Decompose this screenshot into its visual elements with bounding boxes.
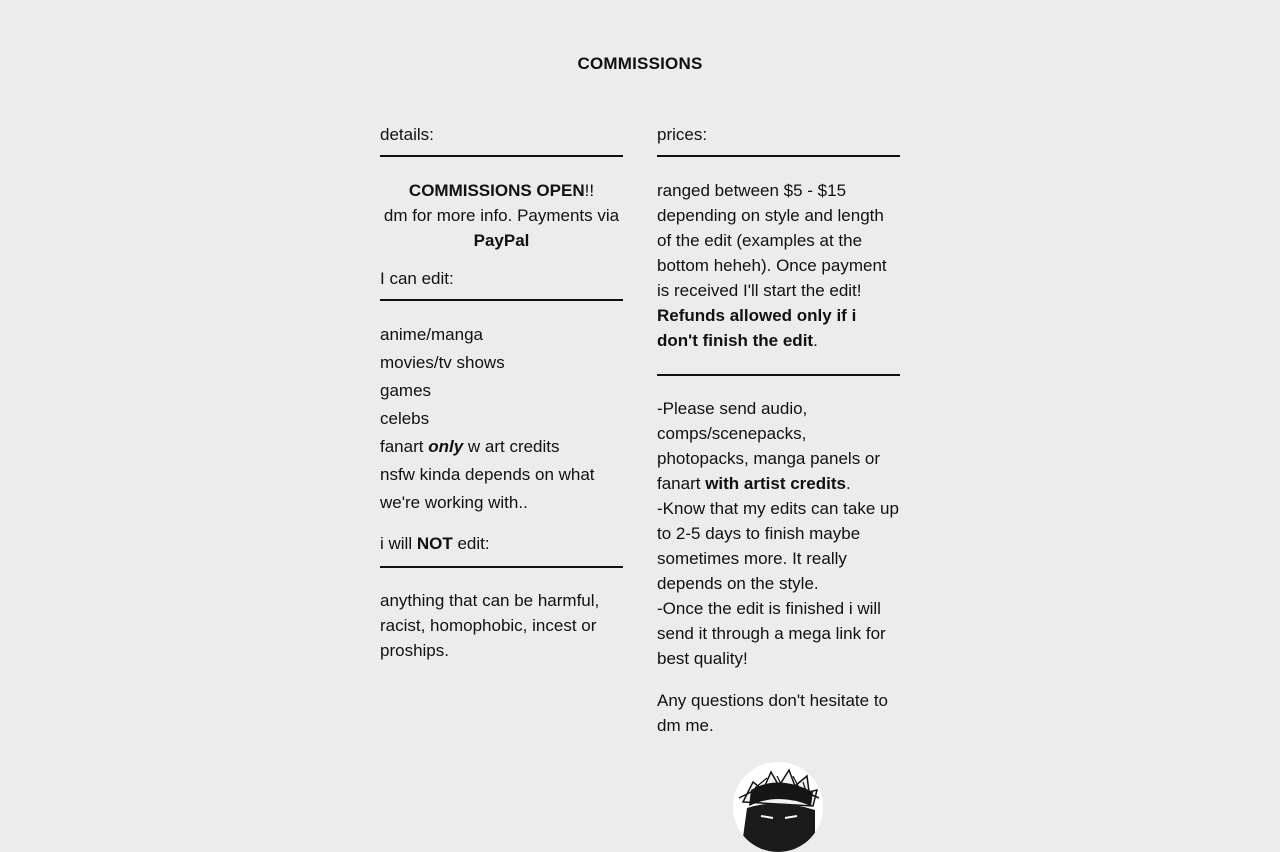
info-line: dm for more info. Payments via	[383, 206, 620, 225]
list-item: anime/manga	[380, 325, 484, 344]
list-item	[380, 433, 623, 461]
details-label: details:	[380, 125, 434, 144]
send-materials-note: -Please send audio, comps/scenepacks, photopacks, manga panels or fanart with artist credits.	[657, 399, 881, 493]
can-edit-list	[380, 321, 623, 517]
not-edit-label: i will NOT edit:	[380, 534, 490, 553]
delivery-note: -Once the edit is finished i will send it through a mega link for best quality!	[657, 599, 886, 668]
list-item: games	[380, 381, 432, 400]
list-item: celebs	[380, 409, 430, 428]
artist-credits-emphasis: with artist credits	[705, 474, 846, 493]
prices-column	[657, 122, 900, 738]
prices-label: prices:	[657, 125, 708, 144]
can-edit-label: I can edit:	[380, 269, 454, 288]
not-edit-text: anything that can be harmful, racist, homophobic, incest or proships.	[380, 591, 600, 660]
fanart-emphasis: only	[428, 437, 464, 456]
questions-note: Any questions don't hesitate to dm me.	[657, 691, 889, 735]
details-column	[380, 122, 623, 663]
not-emphasis: NOT	[416, 534, 453, 553]
page-title: COMMISSIONS	[577, 54, 703, 73]
fanart-prefix: fanart	[380, 437, 429, 456]
price-range-text: ranged between $5 - $15 depending on style and length of the edit (examples at the bottom heheh). Once payment is received I'll start the edit! Refunds allowed only if i don't finish the edit.	[657, 181, 887, 350]
commission-status	[380, 178, 623, 253]
list-item: nsfw kinda depends on what we're working with..	[380, 465, 595, 512]
avatar	[733, 762, 823, 852]
fanart-suffix: w art credits	[463, 437, 560, 456]
avatar-drawing	[733, 762, 823, 852]
refund-policy: Refunds allowed only if i don't finish the edit	[657, 306, 857, 350]
commissions-open-suffix: !!	[584, 181, 595, 200]
list-item: movies/tv shows	[380, 353, 505, 372]
timing-note: -Know that my edits can take up to 2-5 days to finish maybe sometimes more. It really depends on the style.	[657, 499, 899, 593]
payment-method: PayPal	[473, 231, 530, 250]
commissions-open-text: COMMISSIONS OPEN	[408, 181, 585, 200]
